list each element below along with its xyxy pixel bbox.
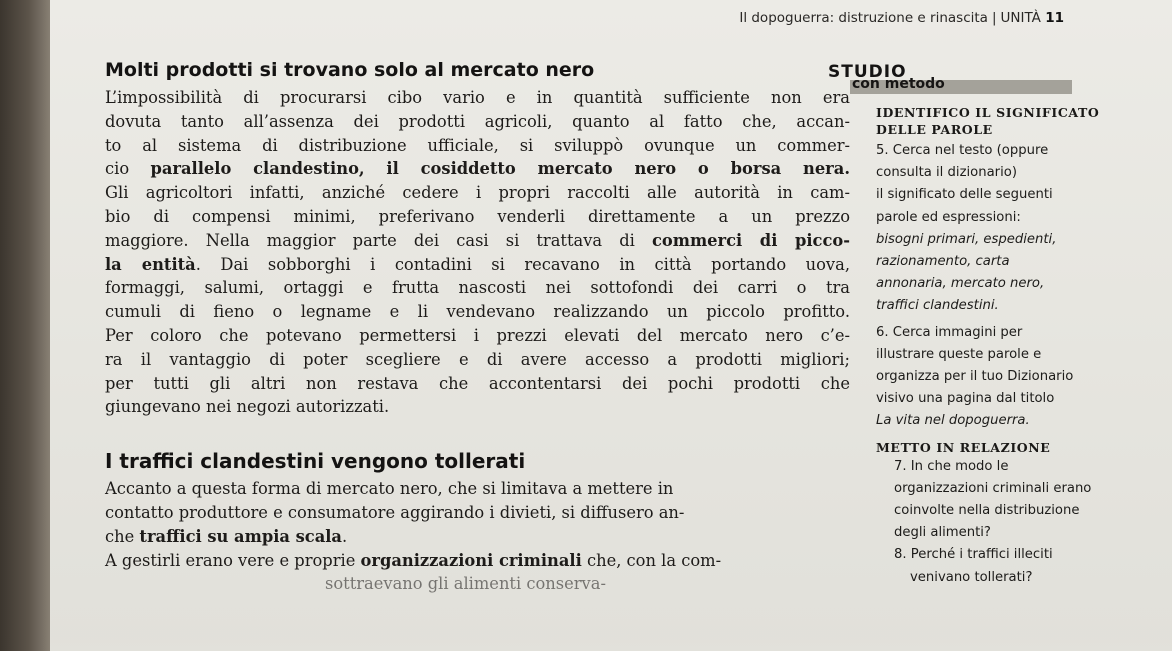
chapter-title: Il dopoguerra: distruzione e rinascita [739,10,988,26]
text-line [105,253,850,277]
main-column [105,58,850,596]
text-run: . [341,526,348,546]
exercise-7 [828,456,1128,545]
section-heading-mercato-nero: Molti prodotti si trovano solo al mercato nero [105,59,595,81]
paragraph-mercato-nero [105,86,850,419]
text-run: . Dai sobborghi i contadini si recavano in città portando uova, [195,254,850,274]
page-bottom-shade [50,631,1172,651]
keyword-commerci: commerci di picco- [651,230,850,250]
text-line [105,525,850,549]
text-line [105,157,850,181]
paragraph-traffici [105,477,850,596]
text-run: maggiore. Nella maggior parte dei casi si trattava di [105,230,652,250]
unit-label: UNITÀ [1000,10,1041,26]
studio-title: STUDIO [828,62,907,82]
text-line: Accanto a questa forma di mercato nero, che si limitava a mettere in [105,479,674,499]
keyword-organizzazioni: organizzazioni criminali [360,550,582,570]
exercise-line: annonaria, mercato nero, [876,276,1045,292]
text-line: L’impossibilità di procurarsi cibo vario e in quantità sufficiente non era [105,88,850,107]
exercise-8 [828,544,1128,588]
exercise-line: consulta il dizionario) [876,165,1017,181]
keyword-entita: la entità [105,254,196,274]
section-heading-traffici: I traffici clandestini vengono tollerati [105,449,526,474]
exercise-line: degli alimenti? [894,525,991,541]
text-line [105,229,850,253]
exercise-line: organizzazioni criminali erano [894,480,1092,496]
running-header [739,10,1064,26]
text-line: Gli agricoltori infatti, anziché cedere i propri raccolti alle autorità in cam- [105,183,850,203]
exercise-line: organizza per il tuo Dizionario [876,369,1074,385]
section-title-line: DELLE PAROLE [876,122,993,137]
exercise-line: La vita nel dopoguerra. [876,413,1030,429]
text-line: bio di compensi minimi, preferivano venderli direttamente a un prezzo [105,206,850,226]
text-line: dovuta tanto all’assenza dei prodotti agricoli, quanto al fatto che, accan- [105,111,850,131]
exercise-line: venivano tollerati? [910,569,1033,585]
text-run: che, con la com- [581,550,722,570]
study-sidebar [828,62,1128,589]
text-line-cut [105,572,850,596]
unit-number: 11 [1045,10,1064,26]
text-line: contatto produttore e consumatore aggirando i divieti, si diffusero an- [105,502,685,522]
text-run: A gestirli erano vere e proprie [105,550,361,570]
text-run: che [105,526,140,546]
exercise-5 [876,140,1128,318]
exercise-line: traffici clandestini. [876,298,999,314]
studio-logo [828,62,1128,92]
section-relate-title: METTO IN RELAZIONE [876,439,1051,455]
exercise-line: parole ed espressioni: [876,209,1021,225]
keyword-mercato-nero: parallelo clandestino, il cosiddetto mercato nero o borsa nera. [150,159,850,179]
text-line: formaggi, salumi, ortaggi e frutta nascosti nei sottofondi dei carri o tra [105,278,850,298]
exercise-line: illustrare queste parole e [876,346,1042,362]
exercise-line: 5. Cerca nel testo (oppure [876,143,1049,158]
exercise-line: razionamento, carta [876,254,1010,270]
textbook-page [50,0,1172,651]
exercise-6 [876,322,1128,433]
text-line: to al sistema di distribuzione ufficiale, si sviluppò ovunque un commer- [105,135,850,155]
text-line: per tutti gli altri non restava che accontentarsi dei pochi prodotti che [105,373,850,393]
exercise-line: il significato delle seguenti [876,187,1053,203]
text-run: cio [105,159,151,179]
text-line: ra il vantaggio di poter scegliere e di avere accesso a prodotti migliori; [105,349,850,369]
exercise-line: 7. In che modo le [894,458,1009,474]
header-separator: | [991,10,997,26]
text-line [105,549,850,573]
exercise-line: bisogni primari, espedienti, [876,231,1057,247]
section-identify-title [876,104,1128,138]
exercise-line: 6. Cerca immagini per [876,324,1023,340]
keyword-traffici: traffici su ampia scala [139,526,342,546]
text-line: cumuli di fieno o legname e li vendevano realizzando un piccolo profitto. [105,302,850,322]
exercise-line: coinvolte nella distribuzione [894,503,1080,519]
text-line: giungevano nei negozi autorizzati. [105,397,390,417]
exercise-line: visivo una pagina dal titolo [876,391,1055,407]
exercise-line: 8. Perché i traffici illeciti [894,547,1053,563]
book-binding-edge [0,0,52,651]
studio-subtitle: con metodo [852,76,945,92]
section-title-line: IDENTIFICO IL SIGNIFICATO [876,105,1100,120]
text-run: sottraevano gli alimenti conserva- [325,574,606,594]
text-line: Per coloro che potevano permettersi i prezzi elevati del mercato nero c’e- [105,325,850,345]
